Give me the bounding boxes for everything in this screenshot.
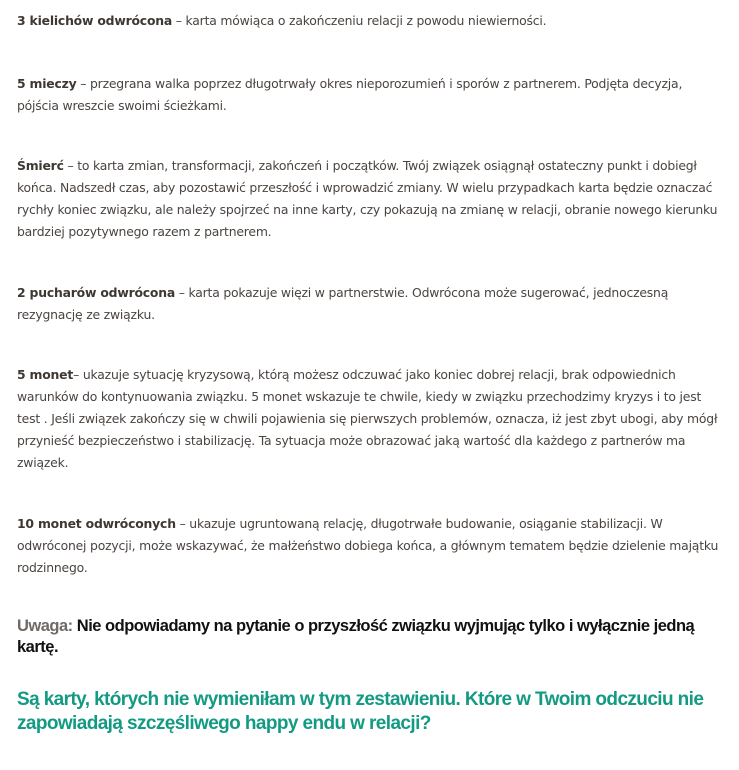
note-text: Nie odpowiadamy na pytanie o przyszłość związku wyjmując tylko i wyłącznie jedną kartę. xyxy=(17,617,695,656)
card-paragraph-5-swords xyxy=(17,73,722,117)
card-description: – karta mówiąca o zakończeniu relacji z powodu niewierności. xyxy=(172,13,547,28)
note-label: Uwaga: xyxy=(17,617,73,635)
card-name: 5 monet xyxy=(17,367,74,382)
card-description: – przegrana walka poprzez długotrwały okres nieporozumień i sporów z partnerem. Podjęta decyzja, pójścia wreszcie swoimi ścieżkami. xyxy=(17,76,683,113)
card-paragraph-2-cups-reversed xyxy=(17,282,722,326)
card-name: Śmierć xyxy=(17,158,64,173)
closing-question-heading: Są karty, których nie wymieniłam w tym zestawieniu. Które w Twoim odczuciu nie zapowiadają szczęśliwego happy endu w relacji? xyxy=(17,689,704,734)
note-paragraph xyxy=(17,616,722,658)
card-name: 10 monet odwróconych xyxy=(17,516,176,531)
card-paragraph-3-cups-reversed xyxy=(17,10,722,32)
card-paragraph-5-pentacles xyxy=(17,364,722,474)
card-paragraph-death xyxy=(17,155,722,243)
card-description: – ukazuje sytuację kryzysową, którą możesz odczuwać jako koniec dobrej relacji, brak odpowiednich warunków do kontynuowania związku. 5 monet wskazuje te chwile, kiedy w związku przechodzimy kryzys i to jest test . Jeśli związek zakończy się w chwili pojawienia się pierwszych problemów, oznacza, iż jest zbyt ubogi, aby mógł przynieść bezpieczeństwo i stabilizację. Ta sytuacja może obrazować jaką wartość dla każdego z partnerów ma związek. xyxy=(17,367,718,470)
card-description: – karta pokazuje więzi w partnerstwie. Odwrócona może sugerować, jednoczesną rezygnację ze związku. xyxy=(17,285,669,322)
card-name: 2 pucharów odwrócona xyxy=(17,285,176,300)
card-paragraph-10-pentacles-reversed xyxy=(17,513,722,579)
card-description: – ukazuje ugruntowaną relację, długotrwałe budowanie, osiąganie stabilizacji. W odwróconej pozycji, może wskazywać, że małżeństwo dobiega końca, a głównym tematem będzie dzielenie majątku rodzinnego. xyxy=(17,516,719,575)
card-name: 3 kielichów odwrócona xyxy=(17,13,173,28)
card-name: 5 mieczy xyxy=(17,76,77,91)
card-description: – to karta zmian, transformacji, zakończeń i początków. Twój związek osiągnął ostateczny punkt i dobiegł końca. Nadszedł czas, aby pozostawić przeszłość i wprowadzić zmiany. W wielu przypadkach karta będzie oznaczać rychły koniec związku, ale należy spojrzeć na inne karty, czy pokazują na zmianę w relacji, obranie nowego kierunku bardziej pozytywnego razem z partnerem. xyxy=(17,158,718,239)
